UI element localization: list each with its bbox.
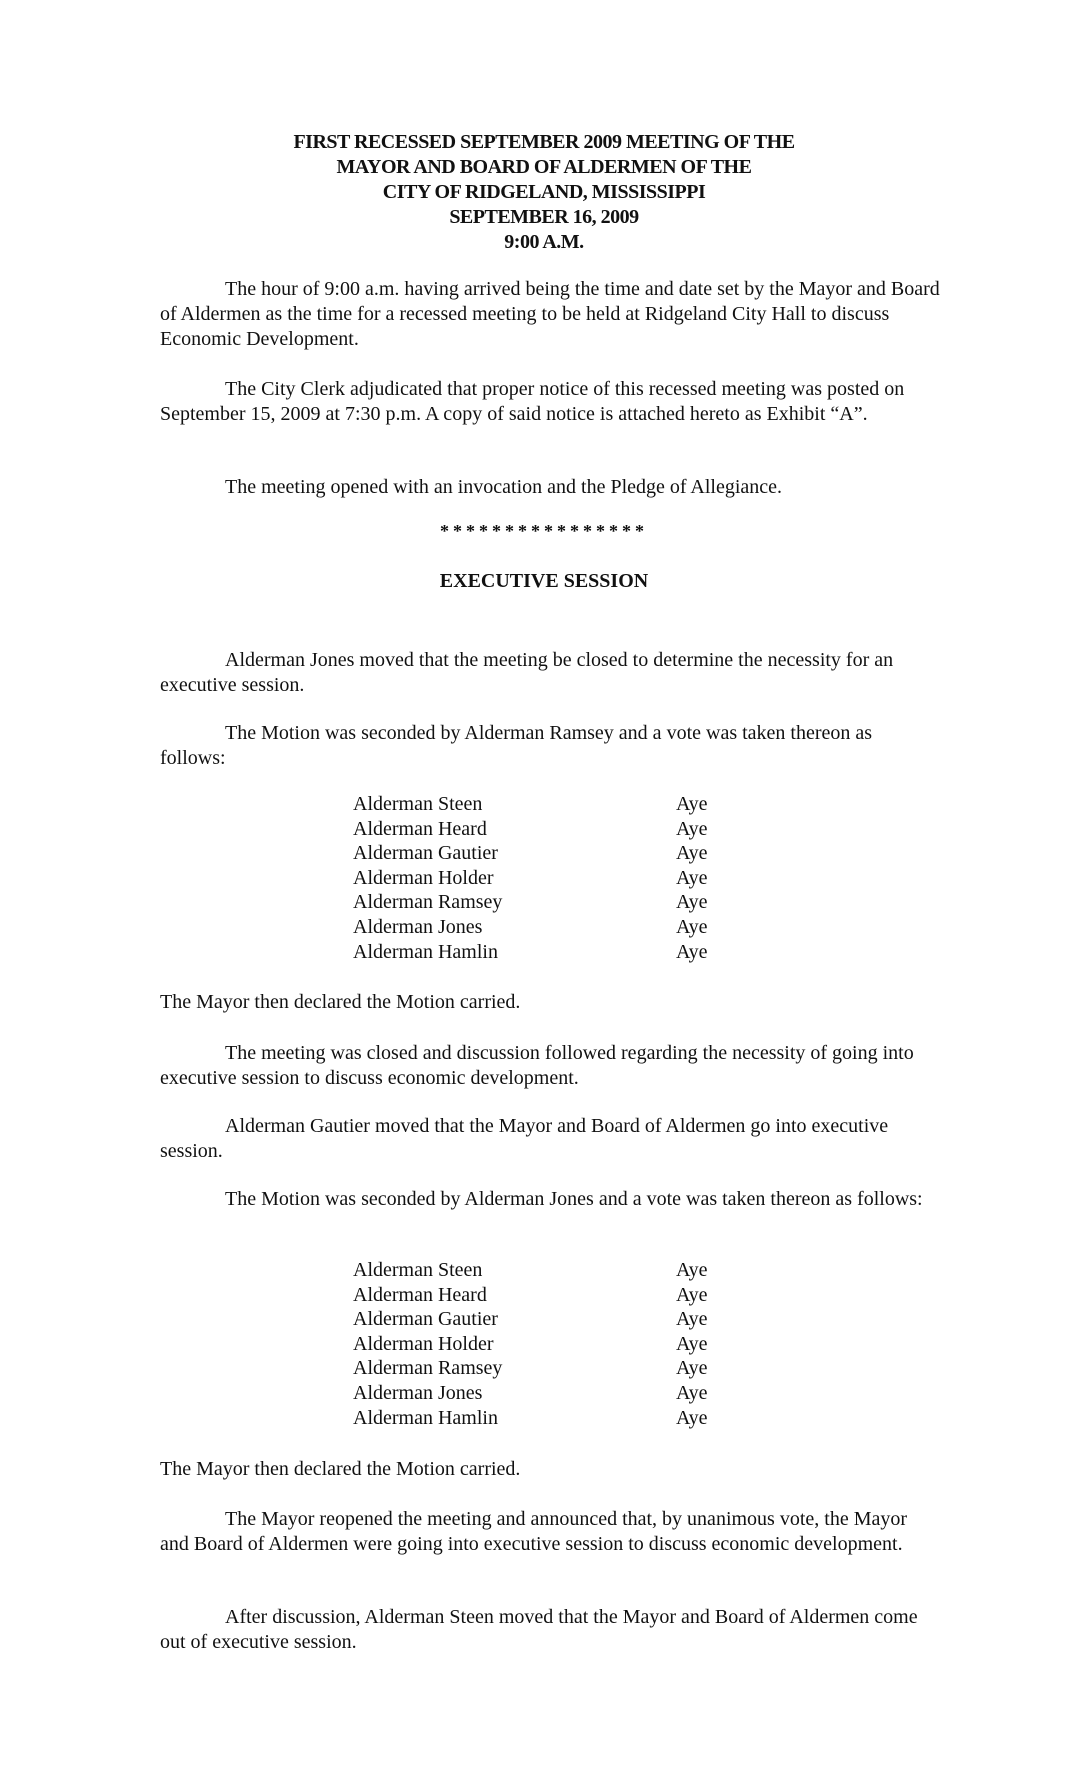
vote-name: Alderman Gautier (353, 842, 498, 865)
title-line: 9:00 A.M. (504, 231, 584, 253)
paragraph-after-discussion: After discussion, Alderman Steen moved that the Mayor and Board of Aldermen come out of executive session. (160, 1606, 918, 1653)
vote-row (353, 1258, 753, 1283)
vote-value: Aye (676, 793, 708, 815)
vote-value: Aye (676, 842, 708, 865)
paragraph-motion-carried-2: The Mayor then declared the Motion carried. (160, 1458, 521, 1480)
paragraph-second-jones: The Motion was seconded by Alderman Jones and a vote was taken thereon as follows: (225, 1188, 923, 1210)
vote-name: Alderman Jones (353, 1381, 483, 1404)
paragraph-invocation: The meeting opened with an invocation and the Pledge of Allegiance. (225, 476, 783, 498)
vote-row (353, 890, 753, 915)
vote-name: Alderman Steen (353, 1259, 483, 1281)
vote-value: Aye (676, 1381, 708, 1404)
vote-row (353, 841, 753, 866)
vote-value: Aye (676, 866, 708, 889)
vote-value: Aye (676, 1357, 708, 1380)
vote-row (353, 1406, 753, 1431)
vote-value: Aye (676, 891, 708, 914)
vote-row (353, 1381, 753, 1406)
paragraph-motion-carried-1: The Mayor then declared the Motion carried. (160, 991, 521, 1013)
title-line: MAYOR AND BOARD OF ALDERMEN OF THE (336, 156, 752, 178)
vote-value: Aye (676, 1308, 708, 1331)
paragraph-second-ramsey: The Motion was seconded by Alderman Ramsey and a vote was taken thereon as follows: (160, 722, 873, 769)
paragraph-meeting-closed: The meeting was closed and discussion followed regarding the necessity of going into executive session to discuss economic development. (160, 1042, 914, 1089)
vote-value: Aye (676, 1406, 708, 1429)
paragraph-motion-close: Alderman Jones moved that the meeting be closed to determine the necessity for an executive session. (160, 649, 894, 696)
vote-name: Alderman Hamlin (353, 940, 498, 963)
vote-value: Aye (676, 1332, 708, 1355)
section-separator: **************** (440, 521, 648, 541)
vote-name: Alderman Jones (353, 915, 483, 938)
section-heading-executive-session: EXECUTIVE SESSION (439, 570, 649, 592)
vote-value: Aye (676, 940, 708, 963)
title-line: CITY OF RIDGELAND, MISSISSIPPI (382, 181, 706, 203)
vote-value: Aye (676, 1283, 708, 1306)
paragraph-meeting-time: The hour of 9:00 a.m. having arrived being the time and date set by the Mayor and Board of Aldermen as the time for a recessed meeting to be held at Ridgeland City Hall to discuss Economic Development. (160, 278, 940, 350)
paragraph-motion-executive: Alderman Gautier moved that the Mayor and Board of Aldermen go into executive session. (160, 1115, 889, 1162)
vote-name: Alderman Gautier (353, 1308, 498, 1331)
vote-table-2 (353, 1258, 753, 1430)
vote-row (353, 1356, 753, 1381)
vote-row (353, 817, 753, 842)
vote-name: Alderman Heard (353, 1283, 487, 1306)
vote-name: Alderman Holder (353, 866, 494, 889)
vote-name: Alderman Hamlin (353, 1406, 498, 1429)
vote-name: Alderman Ramsey (353, 891, 503, 914)
title-line: SEPTEMBER 16, 2009 (449, 206, 639, 228)
title-line: FIRST RECESSED SEPTEMBER 2009 MEETING OF THE (293, 131, 795, 153)
vote-row (353, 792, 753, 817)
vote-table-1 (353, 792, 753, 964)
vote-name: Alderman Heard (353, 817, 487, 840)
vote-row (353, 915, 753, 940)
vote-row (353, 866, 753, 891)
vote-value: Aye (676, 1259, 708, 1281)
vote-value: Aye (676, 915, 708, 938)
vote-name: Alderman Holder (353, 1332, 494, 1355)
vote-name: Alderman Ramsey (353, 1357, 503, 1380)
vote-row (353, 1307, 753, 1332)
vote-value: Aye (676, 817, 708, 840)
document-title (0, 130, 1088, 255)
vote-row (353, 940, 753, 965)
vote-row (353, 1283, 753, 1308)
paragraph-notice: The City Clerk adjudicated that proper notice of this recessed meeting was posted on September 15, 2009 at 7:30 p.m. A copy of said notice is attached hereto as Exhibit “A”. (160, 378, 905, 425)
vote-name: Alderman Steen (353, 793, 483, 815)
paragraph-reopened: The Mayor reopened the meeting and announced that, by unanimous vote, the Mayor and Board of Aldermen were going into executive session to discuss economic development. (160, 1508, 908, 1555)
vote-row (353, 1332, 753, 1357)
